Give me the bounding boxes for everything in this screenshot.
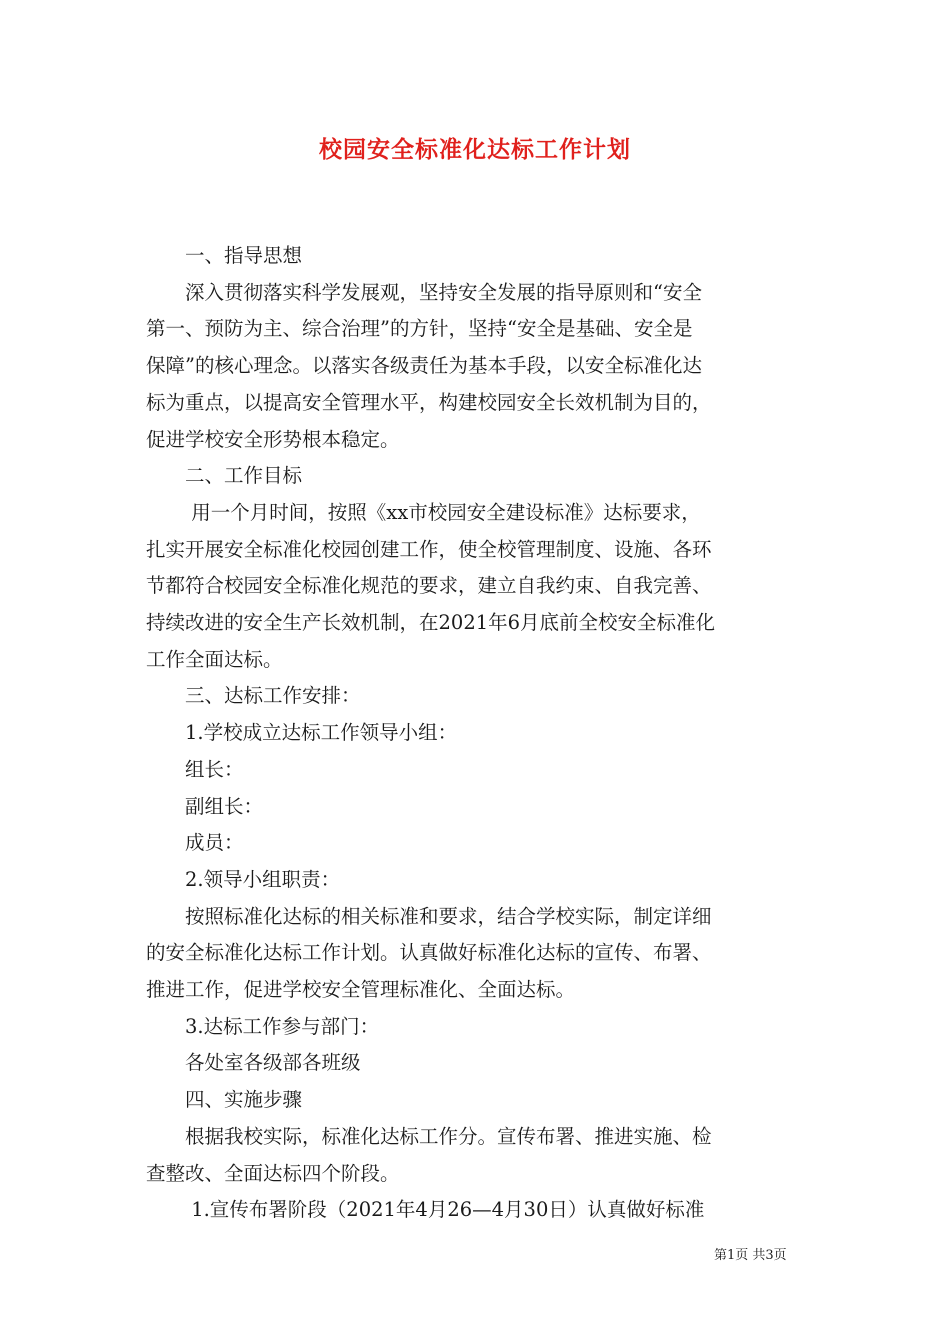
page-footer: 第1页 共3页: [714, 1248, 787, 1263]
text-line: 第一、预防为主、综合治理”的方针，坚持“安全是基础、安全是: [146, 317, 693, 341]
text-line: 1.宣传布署阶段（2021年4月26—4月30日）认真做好标准: [146, 1198, 705, 1222]
document-body: [146, 238, 806, 1229]
text-line: 查整改、全面达标四个阶段。: [146, 1161, 400, 1185]
text-line: 根据我校实际，标准化达标工作分。宣传布署、推进实施、检: [146, 1124, 712, 1148]
text-line: 的安全标准化达标工作计划。认真做好标准化达标的宣传、布署、: [146, 941, 712, 965]
text-line: 按照标准化达标的相关标准和要求，结合学校实际，制定详细: [146, 904, 712, 928]
text-line: 1.学校成立达标工作领导小组：: [146, 721, 458, 745]
text-line: 保障”的核心理念。以落实各级责任为基本手段，以安全标准化达: [146, 354, 702, 378]
text-line: 四、实施步骤: [146, 1088, 303, 1112]
text-line: 推进工作，促进学校安全管理标准化、全面达标。: [146, 978, 576, 1002]
page-title: 校园安全标准化达标工作计划: [319, 136, 631, 163]
text-line: 深入贯彻落实科学发展观，坚持安全发展的指导原则和“安全: [146, 280, 702, 304]
text-line: 持续改进的安全生产长效机制，在2021年6月底前全校安全标准化: [146, 611, 716, 635]
text-line: 用一个月时间，按照《xx市校园安全建设标准》达标要求，: [146, 500, 701, 524]
text-line: 促进学校安全形势根本稳定。: [146, 427, 400, 451]
text-line: 副组长：: [146, 794, 264, 818]
text-line: 组长：: [146, 757, 244, 781]
text-line: 标为重点，以提高安全管理水平，构建校园安全长效机制为目的，: [146, 390, 712, 414]
text-line: 工作全面达标。: [146, 647, 283, 671]
text-line: 二、工作目标: [146, 464, 303, 488]
text-line: 三、达标工作安排：: [146, 684, 361, 708]
text-line: 各处室各级部各班级: [146, 1051, 361, 1075]
text-line: 成员：: [146, 831, 244, 855]
text-line: 2.领导小组职责：: [146, 867, 341, 891]
text-line: 一、指导思想: [146, 244, 303, 267]
text-line: 3.达标工作参与部门：: [146, 1014, 380, 1038]
text-line: 节都符合校园安全标准化规范的要求，建立自我约束、自我完善、: [146, 574, 712, 598]
text-line: 扎实开展安全标准化校园创建工作，使全校管理制度、设施、各环: [146, 537, 712, 561]
